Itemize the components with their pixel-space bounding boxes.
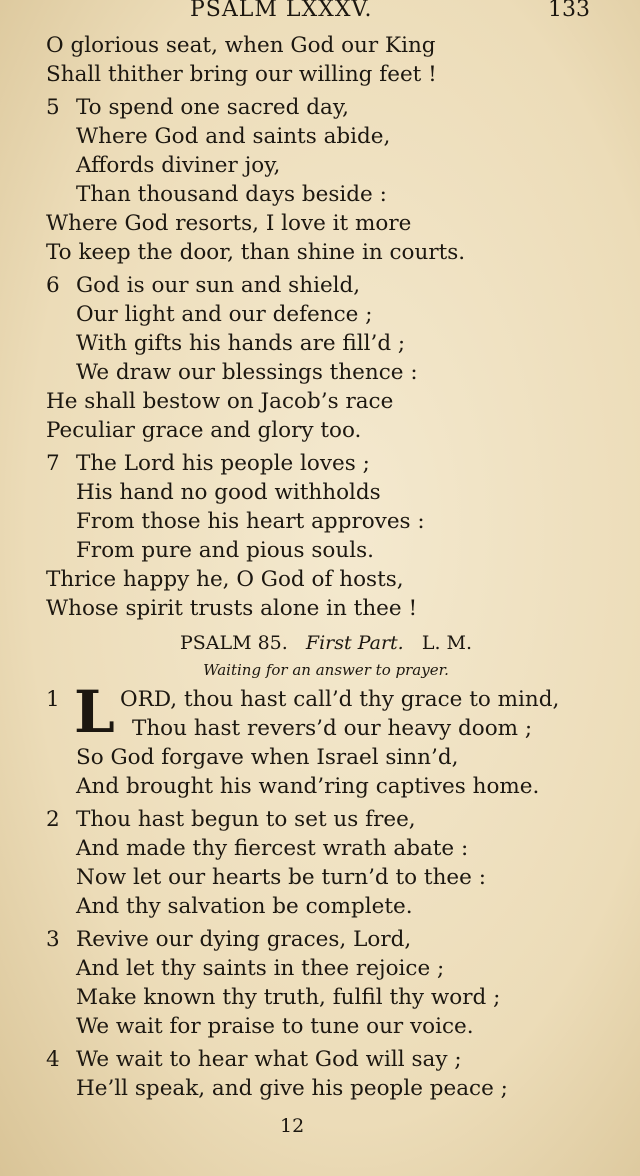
verse-line <box>46 536 636 565</box>
stanza <box>46 31 636 89</box>
verse-line-text: God is our sun and shield, <box>76 273 361 298</box>
verse-line-text: And let thy saints in thee rejoice ; <box>76 956 445 981</box>
verse-line-text: Make known thy truth, fulfil thy word ; <box>76 985 501 1010</box>
verse-line <box>46 954 636 983</box>
hymn-text <box>46 31 636 1107</box>
drop-cap-letter: L <box>74 678 115 746</box>
verse-line <box>46 834 636 863</box>
heading-psalm: PSALM 85. <box>179 632 288 654</box>
verse-line <box>46 300 636 329</box>
verse-line <box>46 180 636 209</box>
verse-number: 4 <box>46 1047 60 1072</box>
verse-line-text: To spend one sacred day, <box>76 95 349 120</box>
verse-line-text: Peculiar grace and glory too. <box>46 418 362 443</box>
verse-line: So God forgave when Israel sinn’d, <box>76 745 459 770</box>
verse-line-text: From those his heart approves : <box>76 509 425 534</box>
verse-line <box>46 31 636 60</box>
verse-line-text: We draw our blessings thence : <box>76 360 418 385</box>
verse-line-text: ORD, thou hast call’d thy grace to mind, <box>120 687 560 712</box>
verse-line-text: He shall bestow on Jacob’s race <box>46 389 394 414</box>
verse-line <box>46 209 636 238</box>
stanza <box>46 93 636 267</box>
verse-line <box>46 925 636 954</box>
stanza <box>46 805 636 921</box>
verse-line-text: From pure and pious souls. <box>76 538 374 563</box>
stanza <box>46 1045 636 1103</box>
signature-mark: 12 <box>280 1115 305 1137</box>
verse-line <box>46 122 636 151</box>
verse-line <box>46 238 636 267</box>
verse-line <box>46 449 636 478</box>
verse-line <box>46 271 636 300</box>
verse-line <box>46 594 636 623</box>
verse-number: 6 <box>46 273 60 298</box>
verse-line-text: Our light and our defence ; <box>76 302 373 327</box>
verse-line-text: Than thousand days beside : <box>76 182 387 207</box>
verse-line-text: Thrice happy he, O God of hosts, <box>46 567 404 592</box>
verse-number: 7 <box>46 451 60 476</box>
running-title: PSALM LXXXV. <box>190 0 373 22</box>
verse-number: 2 <box>46 807 60 832</box>
stanzas-top <box>46 31 636 623</box>
verse-number: 3 <box>46 927 60 952</box>
verse-line <box>46 93 636 122</box>
verse-line <box>46 863 636 892</box>
verse-line <box>46 387 636 416</box>
verse-line <box>46 1045 636 1074</box>
verse-line-text: To keep the door, than shine in courts. <box>46 240 466 265</box>
heading-meter: L. M. <box>421 632 473 654</box>
page-number: 133 <box>548 0 590 22</box>
verse-line: And brought his wand’ring captives home. <box>76 774 540 799</box>
verse-line <box>46 805 636 834</box>
verse-line-text: We wait to hear what God will say ; <box>76 1047 462 1072</box>
verse-line <box>46 329 636 358</box>
verse-line-text: He’ll speak, and give his people peace ; <box>76 1076 508 1101</box>
verse-line <box>46 60 636 89</box>
verse-line-text: With gifts his hands are fill’d ; <box>76 331 406 356</box>
verse-line <box>46 565 636 594</box>
verse-line-text: Revive our dying graces, Lord, <box>76 927 412 952</box>
verse-line-text: And made thy fiercest wrath abate : <box>76 836 469 861</box>
heading-part: First Part. <box>305 632 404 654</box>
verse-line-text: Now let our hearts be turn’d to thee : <box>76 865 486 890</box>
verse-line <box>46 151 636 180</box>
verse-line-text: Thou hast begun to set us free, <box>76 807 416 832</box>
verse-line <box>46 416 636 445</box>
stanza <box>46 271 636 445</box>
verse-number: 1 <box>46 687 60 712</box>
verse-line-text: We wait for praise to tune our voice. <box>76 1014 474 1039</box>
verse-line <box>46 1074 636 1103</box>
verse-number: 5 <box>46 95 60 120</box>
verse-line-text: Whose spirit trusts alone in thee ! <box>46 596 418 621</box>
verse-line <box>46 358 636 387</box>
verse-line: Thou hast revers’d our heavy doom ; <box>132 716 533 741</box>
verse-line-text: And thy salvation be complete. <box>76 894 413 919</box>
verse-line-text: His hand no good withholds <box>76 480 381 505</box>
verse-line-text: O glorious seat, when God our King <box>46 33 436 58</box>
verse-line <box>46 478 636 507</box>
page-header <box>0 0 640 26</box>
verse-line <box>46 983 636 1012</box>
verse-line <box>46 1012 636 1041</box>
stanzas-bottom <box>46 805 636 1103</box>
verse-line-text: Affords diviner joy, <box>76 153 281 178</box>
section-heading <box>46 629 606 657</box>
verse-line-text: Where God resorts, I love it more <box>46 211 412 236</box>
verse-line-text: Where God and saints abide, <box>76 124 391 149</box>
verse-line-text: Shall thither bring our willing feet ! <box>46 62 437 87</box>
stanza <box>46 449 636 623</box>
verse-line <box>46 892 636 921</box>
verse-line <box>46 507 636 536</box>
stanza-1 <box>46 678 636 801</box>
verse-line-text: The Lord his people loves ; <box>76 451 370 476</box>
section-subheading: Waiting for an answer to prayer. <box>203 661 449 679</box>
stanza <box>46 925 636 1041</box>
